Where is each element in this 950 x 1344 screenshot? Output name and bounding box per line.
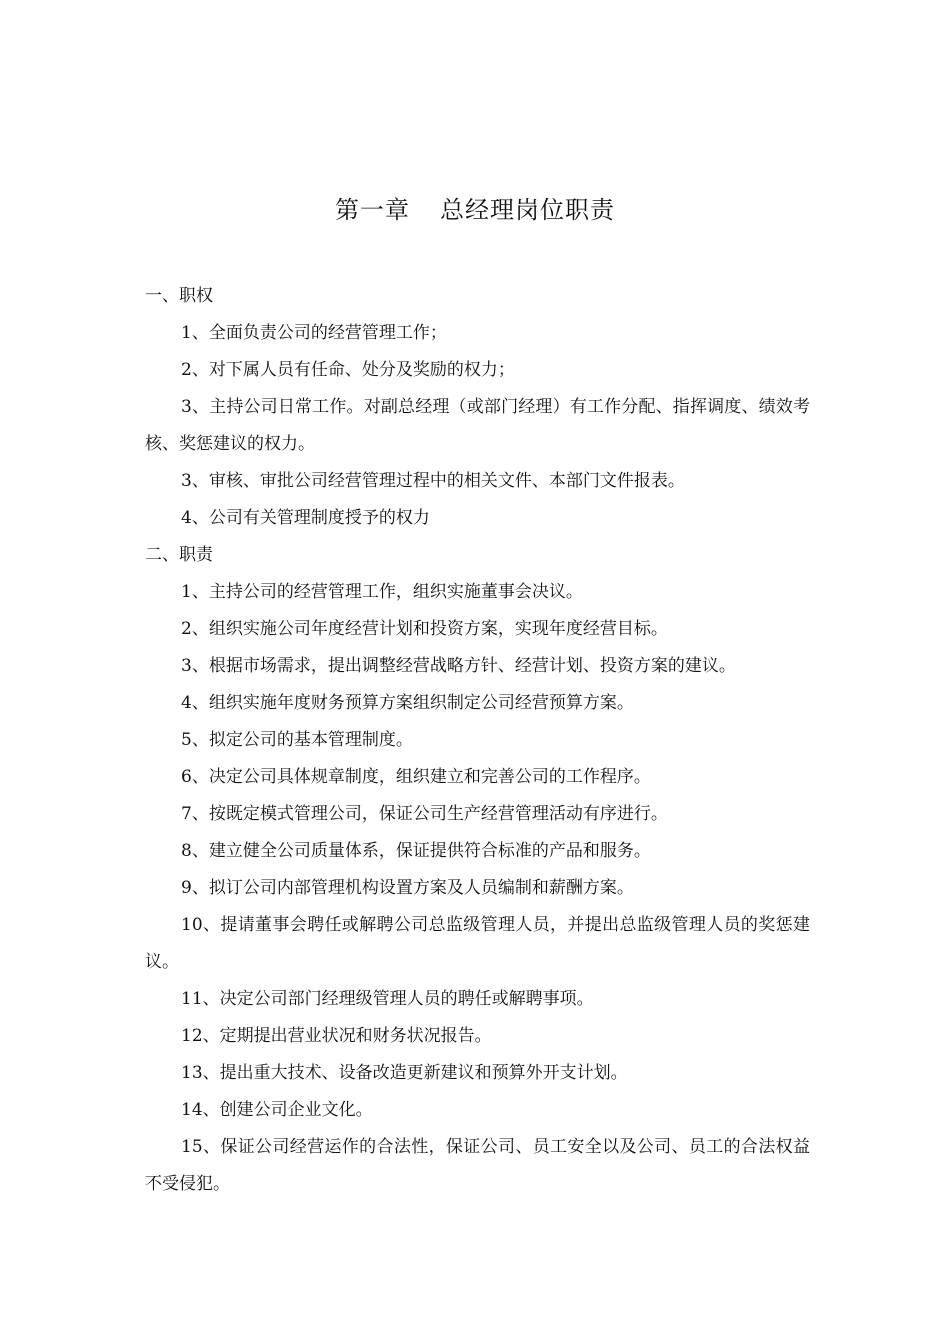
list-item: 6、决定公司具体规章制度，组织建立和完善公司的工作程序。 xyxy=(181,767,651,787)
list-item: 3、审核、审批公司经营管理过程中的相关文件、本部门文件报表。 xyxy=(181,471,685,491)
list-item: 5、拟定公司的基本管理制度。 xyxy=(181,730,413,750)
chapter-number: 第一章 xyxy=(335,196,410,224)
list-item: 9、拟订公司内部管理机构设置方案及人员编制和薪酬方案。 xyxy=(181,878,634,898)
chapter-name: 总经理岗位职责 xyxy=(440,196,615,224)
list-item: 10、提请董事会聘任或解聘公司总监级管理人员，并提出总监级管理人员的奖惩建议。 xyxy=(145,915,810,972)
list-item: 13、提出重大技术、设备改造更新建议和预算外开支计划。 xyxy=(181,1063,628,1083)
list-item: 15、保证公司经营运作的合法性，保证公司、员工安全以及公司、员工的合法权益不受侵犯。 xyxy=(145,1137,810,1194)
list-item: 3、根据市场需求，提出调整经营战略方针、经营计划、投资方案的建议。 xyxy=(181,656,736,676)
chapter-title xyxy=(0,190,950,225)
list-item: 2、对下属人员有任命、处分及奖励的权力； xyxy=(181,360,515,380)
list-item: 7、按既定模式管理公司，保证公司生产经营管理活动有序进行。 xyxy=(181,804,668,824)
list-item: 2、组织实施公司年度经营计划和投资方案，实现年度经营目标。 xyxy=(181,619,668,639)
list-item: 8、建立健全公司质量体系，保证提供符合标准的产品和服务。 xyxy=(181,841,651,861)
list-item: 12、定期提出营业状况和财务状况报告。 xyxy=(181,1026,492,1046)
list-item: 1、主持公司的经营管理工作，组织实施董事会决议。 xyxy=(181,582,583,602)
list-item: 14、创建公司企业文化。 xyxy=(181,1100,373,1120)
list-item: 4、组织实施年度财务预算方案组织制定公司经营预算方案。 xyxy=(181,693,634,713)
list-item: 4、公司有关管理制度授予的权力 xyxy=(181,508,430,528)
list-item: 11、决定公司部门经理级管理人员的聘任或解聘事项。 xyxy=(181,989,594,1009)
section-heading-authority: 一、职权 xyxy=(145,286,213,306)
document-body xyxy=(145,278,810,1203)
list-item: 3、主持公司日常工作。对副总经理（或部门经理）有工作分配、指挥调度、绩效考核、奖惩建议的权力。 xyxy=(145,397,810,454)
section-heading-duties: 二、职责 xyxy=(145,545,213,565)
list-item: 1、全面负责公司的经营管理工作； xyxy=(181,323,447,343)
